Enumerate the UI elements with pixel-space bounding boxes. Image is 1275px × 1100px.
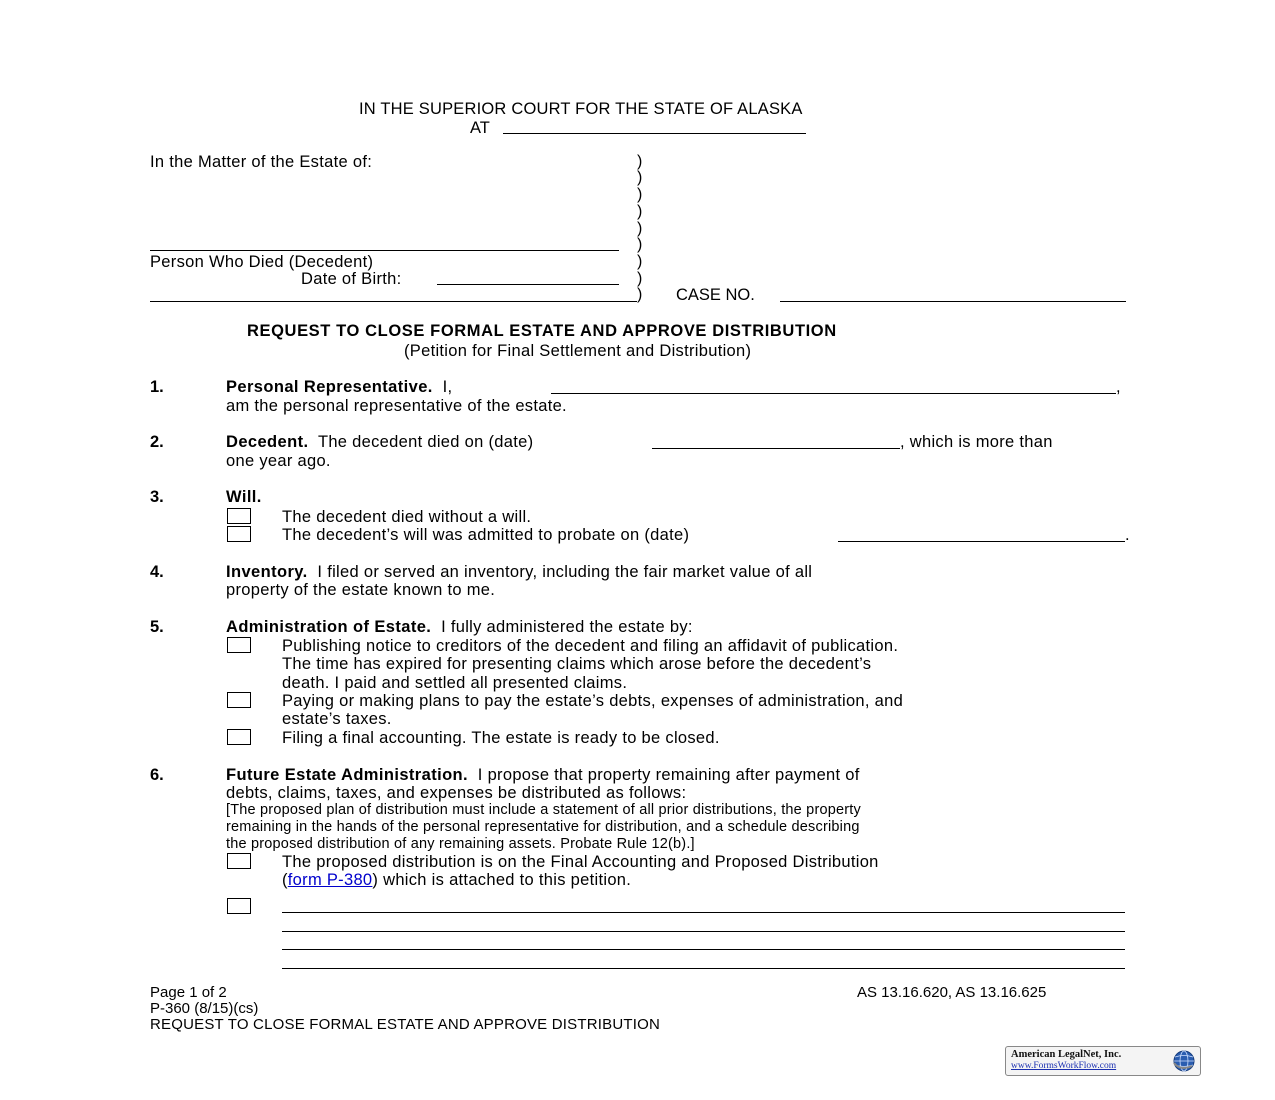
death-date-field[interactable] bbox=[652, 448, 900, 449]
instruction-note: the proposed distribution of any remaining assets. Probate Rule 12(b).] bbox=[226, 836, 695, 852]
caption-bottom-line bbox=[150, 301, 637, 302]
item-text: I fully administered the estate by: bbox=[441, 618, 693, 636]
caption-paren: ) bbox=[637, 153, 643, 170]
item-number: 6. bbox=[150, 766, 164, 784]
other-distribution-field-line-4[interactable] bbox=[282, 968, 1125, 969]
option-text: Publishing notice to creditors of the decedent and filing an affidavit of publication. bbox=[282, 637, 899, 655]
form-subtitle: (Petition for Final Settlement and Distribution) bbox=[404, 342, 752, 360]
caption-paren: ) bbox=[637, 236, 643, 253]
caption-paren: ) bbox=[637, 220, 643, 237]
item-text: I filed or served an inventory, including the fair market value of all bbox=[317, 563, 813, 581]
case-number-label: CASE NO. bbox=[676, 286, 755, 304]
item-heading: Future Estate Administration. bbox=[226, 766, 469, 784]
item-number: 3. bbox=[150, 488, 164, 506]
globe-icon bbox=[1172, 1049, 1196, 1073]
representative-name-field[interactable] bbox=[551, 393, 1116, 394]
item-text: one year ago. bbox=[226, 452, 331, 470]
form-title: REQUEST TO CLOSE FORMAL ESTATE AND APPROVE DISTRIBUTION bbox=[247, 322, 837, 340]
other-distribution-field-line-2[interactable] bbox=[282, 931, 1125, 932]
item-administration bbox=[226, 618, 693, 637]
final-accounting-checkbox[interactable] bbox=[227, 729, 251, 745]
proposed-distribution-checkbox[interactable] bbox=[227, 853, 251, 869]
item-number: 1. bbox=[150, 378, 164, 396]
paren-open: ( bbox=[282, 871, 288, 889]
item-inventory bbox=[226, 563, 812, 582]
instruction-note: remaining in the hands of the personal representative for distribution, and a schedule describing bbox=[226, 819, 860, 835]
item-text: I, bbox=[442, 378, 453, 396]
option-text: Filing a final accounting. The estate is ready to be closed. bbox=[282, 729, 720, 747]
footer-form-title: REQUEST TO CLOSE FORMAL ESTATE AND APPROVE DISTRIBUTION bbox=[150, 1016, 660, 1033]
option-text: death. I paid and settled all presented claims. bbox=[282, 674, 628, 692]
instruction-note: [The proposed plan of distribution must include a statement of all prior distributions, the property bbox=[226, 802, 861, 818]
logo-url[interactable]: www.FormsWorkFlow.com bbox=[1011, 1061, 1117, 1071]
option-text: The decedent died without a will. bbox=[282, 508, 532, 526]
item-heading: Will. bbox=[226, 488, 262, 506]
decedent-name-field[interactable] bbox=[150, 250, 619, 251]
logo-company: American LegalNet, Inc. bbox=[1011, 1049, 1122, 1060]
item-text: I propose that property remaining after payment of bbox=[477, 766, 860, 784]
at-label: AT bbox=[470, 119, 490, 137]
option-text: The proposed distribution is on the Final Accounting and Proposed Distribution bbox=[282, 853, 879, 871]
item-number: 4. bbox=[150, 563, 164, 581]
caption-paren: ) bbox=[637, 186, 643, 203]
probate-date-field[interactable] bbox=[838, 541, 1125, 542]
will-admitted-checkbox[interactable] bbox=[227, 526, 251, 542]
option-text: estate’s taxes. bbox=[282, 710, 392, 728]
other-distribution-field-line-1[interactable] bbox=[282, 912, 1125, 913]
option-text: The decedent’s will was admitted to probate on (date) bbox=[282, 526, 690, 544]
court-location-field[interactable] bbox=[503, 133, 806, 134]
case-number-field[interactable] bbox=[780, 301, 1126, 302]
paying-debts-checkbox[interactable] bbox=[227, 692, 251, 708]
caption-paren: ) bbox=[637, 270, 643, 287]
item-heading: Personal Representative. bbox=[226, 378, 433, 396]
item-comma: , bbox=[1116, 378, 1121, 396]
statutes: AS 13.16.620, AS 13.16.625 bbox=[857, 984, 1047, 1001]
item-heading: Administration of Estate. bbox=[226, 618, 432, 636]
item-heading: Inventory. bbox=[226, 563, 308, 581]
option-text: Paying or making plans to pay the estate’s debts, expenses of administration, and bbox=[282, 692, 904, 710]
item-personal-representative bbox=[226, 378, 452, 397]
item-text: am the personal representative of the estate. bbox=[226, 397, 567, 415]
court-heading: IN THE SUPERIOR COURT FOR THE STATE OF ALASKA bbox=[359, 100, 803, 118]
item-period: . bbox=[1125, 526, 1130, 544]
option-text: The time has expired for presenting claims which arose before the decedent’s bbox=[282, 655, 872, 673]
item-future-administration bbox=[226, 766, 860, 785]
other-distribution-checkbox[interactable] bbox=[227, 898, 251, 914]
option-text: ) which is attached to this petition. bbox=[372, 871, 632, 889]
item-decedent bbox=[226, 433, 533, 452]
form-id: P-360 (8/15)(cs) bbox=[150, 1000, 259, 1017]
form-p380-link[interactable]: form P-380 bbox=[287, 871, 373, 889]
dob-field[interactable] bbox=[437, 284, 619, 285]
item-text: , which is more than bbox=[900, 433, 1053, 451]
matter-label: In the Matter of the Estate of: bbox=[150, 153, 373, 171]
caption-paren: ) bbox=[637, 253, 643, 270]
decedent-label: Person Who Died (Decedent) bbox=[150, 253, 374, 271]
american-legalnet-logo[interactable] bbox=[1005, 1046, 1201, 1076]
publishing-notice-checkbox[interactable] bbox=[227, 637, 251, 653]
page-number: Page 1 of 2 bbox=[150, 984, 227, 1001]
item-text: The decedent died on (date) bbox=[317, 433, 534, 451]
caption-paren: ) bbox=[637, 169, 643, 186]
other-distribution-field-line-3[interactable] bbox=[282, 949, 1125, 950]
dob-label: Date of Birth: bbox=[301, 270, 402, 288]
item-number: 2. bbox=[150, 433, 164, 451]
caption-paren: ) bbox=[637, 286, 643, 303]
option-text-with-link bbox=[282, 871, 631, 890]
item-text: debts, claims, taxes, and expenses be distributed as follows: bbox=[226, 784, 687, 802]
item-number: 5. bbox=[150, 618, 164, 636]
item-text: property of the estate known to me. bbox=[226, 581, 496, 599]
item-heading: Decedent. bbox=[226, 433, 309, 451]
no-will-checkbox[interactable] bbox=[227, 508, 251, 524]
caption-paren: ) bbox=[637, 203, 643, 220]
